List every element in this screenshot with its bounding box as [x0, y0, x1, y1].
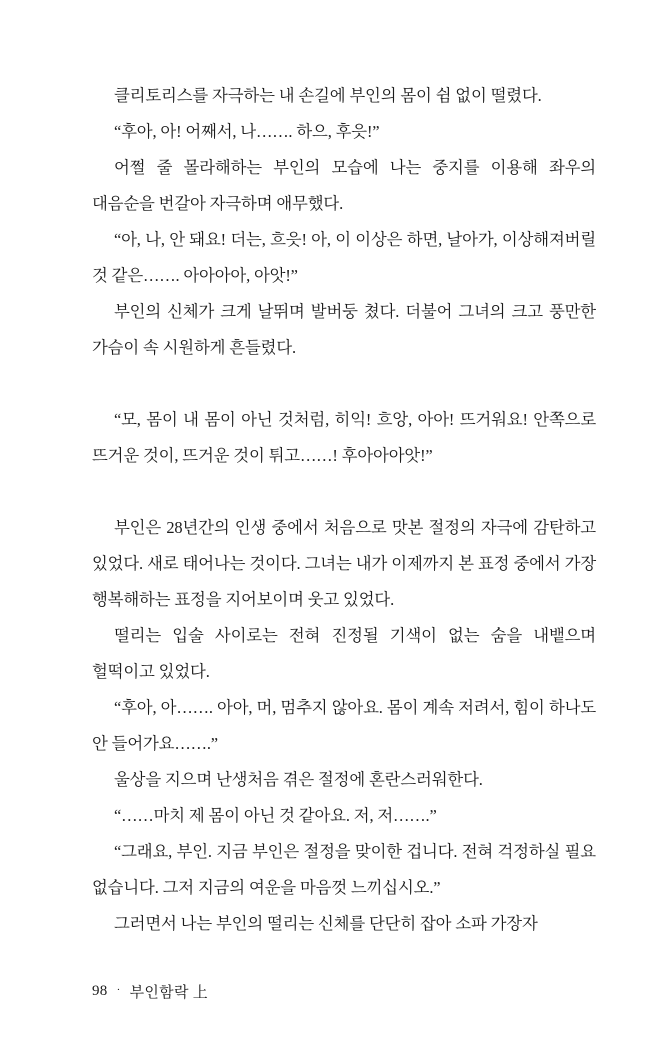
book-title: 부인함락 上: [129, 985, 209, 1001]
paragraph-spacer: [92, 474, 596, 510]
paragraph: “아, 나, 안 돼요! 더는, 흐읏! 아, 이 이상은 하면, 날아가, 이상해져버릴 것 같은……. 아아아아, 아앗!”: [92, 230, 596, 285]
paragraph: “모, 몸이 내 몸이 아닌 것처럼, 히익! 흐앙, 아아! 뜨거워요! 안쪽으로 뜨거운 것이, 뜨거운 것이 튀고……! 후아아아앗!”: [92, 410, 596, 465]
paragraph: “후아, 아! 어째서, 나……. 하으, 후읏!”: [114, 122, 380, 141]
paragraph: “후아, 아……. 아아, 머, 멈추지 않아요. 몸이 계속 저려서, 힘이 하나도 안 들어가요…….”: [92, 698, 596, 753]
page-body: [92, 78, 596, 942]
paragraph: 어쩔 줄 몰라해하는 부인의 모습에 나는 중지를 이용해 좌우의 대음순을 번갈아 자극하며 애무했다.: [92, 158, 596, 213]
paragraph: “……마치 제 몸이 아닌 것 같아요. 저, 저…….”: [114, 806, 437, 825]
paragraph: 클리토리스를 자극하는 내 손길에 부인의 몸이 쉼 없이 떨렸다.: [114, 86, 542, 105]
paragraph: 부인의 신체가 크게 날뛰며 발버둥 쳤다. 더불어 그녀의 크고 풍만한 가슴이 속 시원하게 흔들렸다.: [92, 302, 596, 357]
paragraph: 떨리는 입술 사이로는 전혀 진정될 기색이 없는 숨을 내뱉으며 헐떡이고 있었다.: [92, 626, 596, 681]
paragraph: 그러면서 나는 부인의 떨리는 신체를 단단히 잡아 소파 가장자: [114, 914, 538, 933]
paragraph: 부인은 28년간의 인생 중에서 처음으로 맛본 절정의 자극에 감탄하고 있었다. 새로 태어나는 것이다. 그녀는 내가 이제까지 본 표정 중에서 가장 행복해하는 표정을 지어보이며 웃고 있었다.: [92, 518, 596, 609]
paragraph: 울상을 지으며 난생처음 겪은 절정에 혼란스러워한다.: [114, 770, 483, 789]
page-footer: [92, 981, 208, 1002]
footer-separator-dot: ·: [116, 984, 121, 996]
paragraph: “그래요, 부인. 지금 부인은 절정을 맞이한 겁니다. 전혀 걱정하실 필요 없습니다. 그저 지금의 여운을 마음껏 느끼십시오.”: [92, 842, 596, 897]
paragraph-spacer: [92, 366, 596, 402]
page-number: 98: [92, 983, 108, 999]
